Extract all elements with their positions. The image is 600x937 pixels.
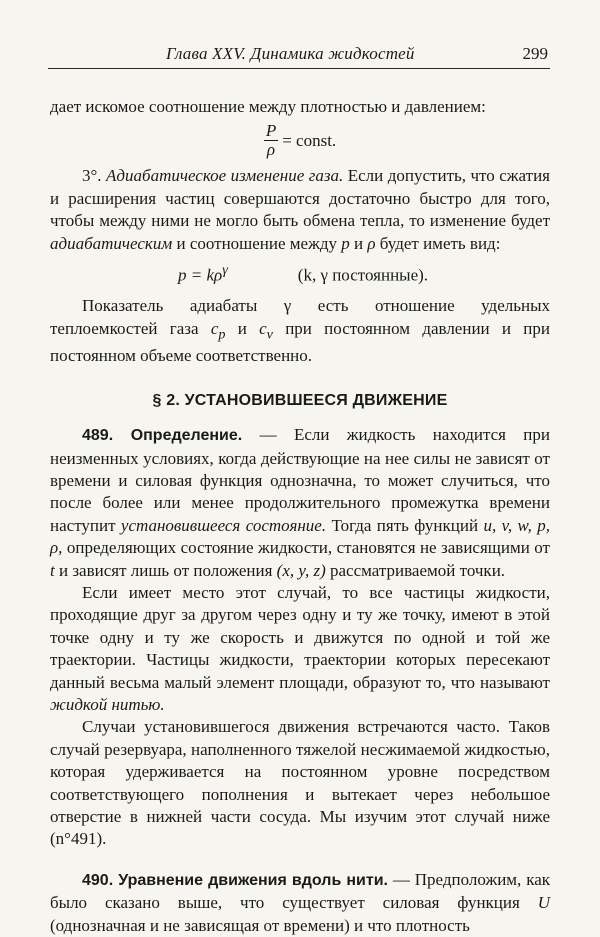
text-run: определяющих состояние жидкости, становятся не зависящими от [62,538,550,558]
var-rho: ρ [367,233,376,253]
var-cv: c [259,318,267,338]
formula-pressure-density [50,122,550,159]
text-run: (однозначная и не зависящая от времени) и что плотность [50,915,470,935]
paragraph-adiabatic [50,165,550,255]
var-cp: c [210,318,219,338]
fraction-denominator: ρ [266,140,276,160]
formula-exponent: γ [222,262,228,279]
text-run: и соотношение между [172,233,342,253]
text-run: при постоянном давлении и при постоянном объеме соответственно. [50,318,550,366]
formula-note: (k, γ постоянные). [297,265,429,285]
var-p: p [341,233,350,253]
article-heading: 490. Уравнение движения вдоль нити. [82,871,388,889]
text-run: и [349,233,368,253]
section-heading: § 2. УСТАНОВИВШЕЕСЯ ДВИЖЕНИЕ [152,391,448,409]
subheading-adiabatic: Адиабатическое изменение газа. [106,166,344,186]
paragraph-reservoir: Случаи установившегося движения встречаются часто. Таков случай резервуара, наполненного тяжелой несжимаемой жидкостью, которая удерживается на постоянном уровне посредством соответствующего пополнения и вытекает через небольшое отверстие в нижней части сосуда. Мы изучим этот случай ниже (n°491). [50,717,550,849]
text-run: Если допустить, что сжатия и расширения частиц совершаются достаточно быстро для того, чтобы между ними не могло быть обмена тепла, то изменение будет [50,166,550,231]
emphasis: жидкой нитью. [50,694,165,714]
formula-adiabat [50,259,550,287]
text-run: Если имеет место этот случай, то все частицы жидкости, проходящие друг за другом через одну и ту же точку, имеют в этой точке одну и ту же скорость и движутся по одной и той же траектории. Частицы жидкости, траектории которых пересекают данный весьма малый элемент площади, образуют то, что называют [50,582,550,692]
var-cv-sub: v [266,325,273,342]
paragraph-489 [50,424,550,582]
fraction [264,122,278,159]
text-run: будет иметь вид: [375,233,501,253]
page-body [50,96,550,937]
fraction-numerator: P [265,121,277,141]
text-run: Тогда пять функций [326,515,484,535]
item-number: 3°. [82,166,107,186]
text-run: и [225,318,260,338]
text-run: Показатель адиабаты γ есть отношение удельных теплоемкостей газа [50,296,550,338]
text-run: и зависят лишь от положения [54,560,277,580]
variables-list: u, v, w, p, ρ, [50,515,550,558]
article-heading: 489. Определение. [82,427,243,445]
formula-lhs: p = kρ [178,265,223,285]
formula-rhs: = const. [282,130,337,150]
paragraph-adiabat-index [50,295,550,368]
var-t: t [50,560,55,580]
var-cp-sub: p [218,325,226,342]
page-number: 299 [522,44,548,63]
text-line: дает искомое соотношение между плотностью и давлением: [50,97,486,116]
running-header [48,40,550,69]
chapter-title: Глава XXV. Динамика жидкостей [166,44,415,63]
emphasis: адиабатическим [50,233,173,253]
text-run: — Если жидкость находится при неизменных условиях, когда действующие на нее силы не зависят от времени и силовая функция однозначна, то может случиться, что после более или менее продолжительного промежутка времени наступит [50,425,551,535]
text-run: рассматриваемой точки. [325,560,506,580]
var-U: U [537,893,550,913]
paragraph-stream-filament [50,582,550,716]
paragraph-490 [50,869,550,937]
emphasis: установившееся состояние. [120,515,327,535]
text-run: — Предположим, как было сказано выше, что существует силовая функция [50,869,550,913]
coordinates: (x, y, z) [276,560,326,580]
